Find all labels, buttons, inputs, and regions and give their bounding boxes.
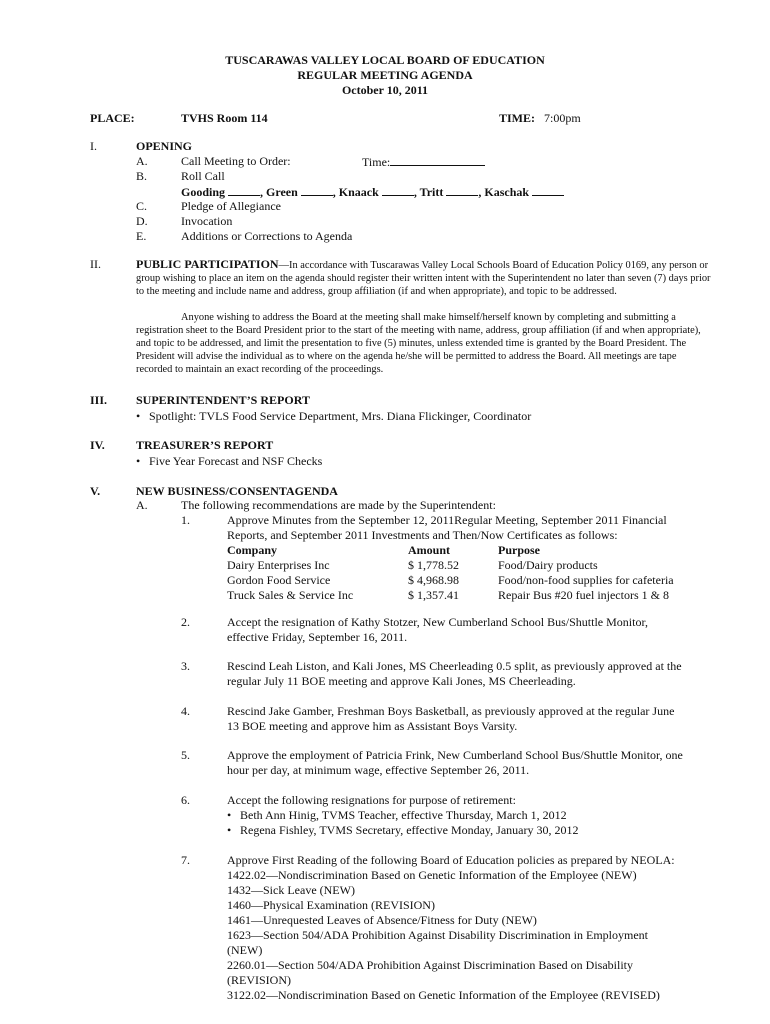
item-1-line-1: Approve Minutes from the September 12, 2011Regular Meeting, September 2011 Financial — [227, 513, 667, 527]
item-5a-letter: A. — [136, 498, 148, 512]
section-3-number: III. — [90, 393, 108, 407]
item-7-number: 7. — [181, 853, 190, 867]
forecast-bullet: • Five Year Forecast and NSF Checks — [136, 454, 322, 469]
policy-line: 2260.01—Section 504/ADA Prohibition Against Discrimination Based on Disability — [227, 958, 633, 972]
item-1-line-2: Reports, and September 2011 Investments and Then/Now Certificates as follows: — [227, 528, 618, 542]
invocation: Invocation — [181, 214, 233, 228]
section-5-title: NEW BUSINESS/CONSENTAGENDA — [136, 484, 338, 498]
table-row-purpose: Food/Dairy products — [498, 558, 598, 572]
table-row-purpose: Food/non-food supplies for cafeteria — [498, 573, 674, 587]
item-5-line-2: hour per day, at minimum wage, effective September 26, 2011. — [227, 763, 530, 777]
public-participation-para-1: PUBLIC PARTICIPATION—In accordance with Tuscarawas Valley Local Schools Board of Education Policy 0169, any person or group wishing to place an item on the agenda should register their written intent with the Superintendent no later than seven (7) days prior to the meeting and include name and address, group affiliation (if and when appropriate), and topic to be addressed. — [136, 257, 711, 297]
item-4-number: 4. — [181, 704, 190, 718]
time-value: 7:00pm — [544, 111, 581, 125]
item-6-line-1: Accept the following resignations for purpose of retirement: — [227, 793, 516, 807]
table-row-amount: $ 1,357.41 — [408, 588, 459, 602]
item-c-letter: C. — [136, 199, 148, 213]
place-label: PLACE: — [90, 111, 135, 125]
col-header-purpose: Purpose — [498, 543, 540, 557]
retirement-bullet-1: • Beth Ann Hinig, TVMS Teacher, effective Thursday, March 1, 2012 — [227, 808, 567, 823]
section-2-number: II. — [90, 257, 101, 271]
item-4-line-2: 13 BOE meeting and approve him as Assistant Boys Varsity. — [227, 719, 518, 733]
recommendations-intro: The following recommendations are made by the Superintendent: — [181, 498, 496, 512]
item-4-line-1: Rescind Jake Gamber, Freshman Boys Basketball, as previously approved at the regular June — [227, 704, 675, 718]
retirement-bullet-2: • Regena Fishley, TVMS Secretary, effective Monday, January 30, 2012 — [227, 823, 578, 838]
place-value: TVHS Room 114 — [181, 111, 268, 125]
section-3-title: SUPERINTENDENT’S REPORT — [136, 393, 310, 407]
policy-line: (REVISION) — [227, 973, 291, 987]
table-row-amount: $ 1,778.52 — [408, 558, 459, 572]
col-header-amount: Amount — [408, 543, 451, 557]
item-2-line-2: effective Friday, September 16, 2011. — [227, 630, 408, 644]
item-1-number: 1. — [181, 513, 190, 527]
time-label: TIME: — [499, 111, 535, 125]
item-d-letter: D. — [136, 214, 148, 228]
spotlight-bullet: • Spotlight: TVLS Food Service Department, Mrs. Diana Flickinger, Coordinator — [136, 409, 531, 424]
section-4-title: TREASURER’S REPORT — [136, 438, 274, 452]
item-2-line-1: Accept the resignation of Kathy Stotzer, New Cumberland School Bus/Shuttle Monitor, — [227, 615, 648, 629]
item-b-letter: B. — [136, 169, 148, 183]
policy-line: 1432—Sick Leave (NEW) — [227, 883, 355, 897]
pledge: Pledge of Allegiance — [181, 199, 281, 213]
policy-line: (NEW) — [227, 943, 263, 957]
additions: Additions or Corrections to Agenda — [181, 229, 353, 243]
item-7-line-1: Approve First Reading of the following Board of Education policies as prepared by NEOLA: — [227, 853, 675, 867]
item-a-letter: A. — [136, 154, 148, 168]
policy-line: 1460—Physical Examination (REVISION) — [227, 898, 435, 912]
item-5-number: 5. — [181, 748, 190, 762]
item-6-number: 6. — [181, 793, 190, 807]
table-row-company: Dairy Enterprises Inc — [227, 558, 330, 572]
item-3-line-1: Rescind Leah Liston, and Kali Jones, MS Cheerleading 0.5 split, as previously approved at the — [227, 659, 682, 673]
table-row-purpose: Repair Bus #20 fuel injectors 1 & 8 — [498, 588, 669, 602]
roll-call-names: Gooding , Green , Knaack , Tritt , Kaschak — [181, 184, 564, 200]
table-row-company: Truck Sales & Service Inc — [227, 588, 354, 602]
item-e-letter: E. — [136, 229, 147, 243]
table-row-amount: $ 4,968.98 — [408, 573, 459, 587]
section-1-title: OPENING — [136, 139, 193, 153]
section-1-number: I. — [90, 139, 97, 153]
col-header-company: Company — [227, 543, 278, 557]
policy-line: 3122.02—Nondiscrimination Based on Genetic Information of the Employee (REVISED) — [227, 988, 660, 1002]
item-5-line-1: Approve the employment of Patricia Frink, New Cumberland School Bus/Shuttle Monitor, one — [227, 748, 683, 762]
call-to-order: Call Meeting to Order: — [181, 154, 291, 168]
section-5-number: V. — [90, 484, 101, 498]
item-3-line-2: regular July 11 BOE meeting and approve Kali Jones, MS Cheerleading. — [227, 674, 576, 688]
meeting-date: October 10, 2011 — [341, 83, 429, 97]
policy-line: 1623—Section 504/ADA Prohibition Against Disability Discrimination in Employment — [227, 928, 648, 942]
agenda-title: REGULAR MEETING AGENDA — [297, 68, 473, 82]
public-participation-para-2: Anyone wishing to address the Board at the meeting shall make himself/herself known by completing and submitting a registration sheet to the Board President prior to the start of the meeting with name, address, group affiliation (if and when appropriate), and topic to be addressed, and limit the presentation to five (5) minutes, unless extended time is granted by the Board President. The President will advise the individual as to where on the agenda he/she will be permitted to address the Board. All meetings are tape recorded to maintain an exact recording of the proceedings. — [136, 312, 701, 375]
item-3-number: 3. — [181, 659, 190, 673]
policy-line: 1422.02—Nondiscrimination Based on Genetic Information of the Employee (NEW) — [227, 868, 637, 882]
roll-call: Roll Call — [181, 169, 225, 183]
section-4-number: IV. — [90, 438, 105, 452]
policy-line: 1461—Unrequested Leaves of Absence/Fitness for Duty (NEW) — [227, 913, 537, 927]
time-field: Time: — [362, 154, 485, 170]
item-2-number: 2. — [181, 615, 190, 629]
board-name: TUSCARAWAS VALLEY LOCAL BOARD OF EDUCATION — [225, 53, 545, 67]
table-row-company: Gordon Food Service — [227, 573, 331, 587]
